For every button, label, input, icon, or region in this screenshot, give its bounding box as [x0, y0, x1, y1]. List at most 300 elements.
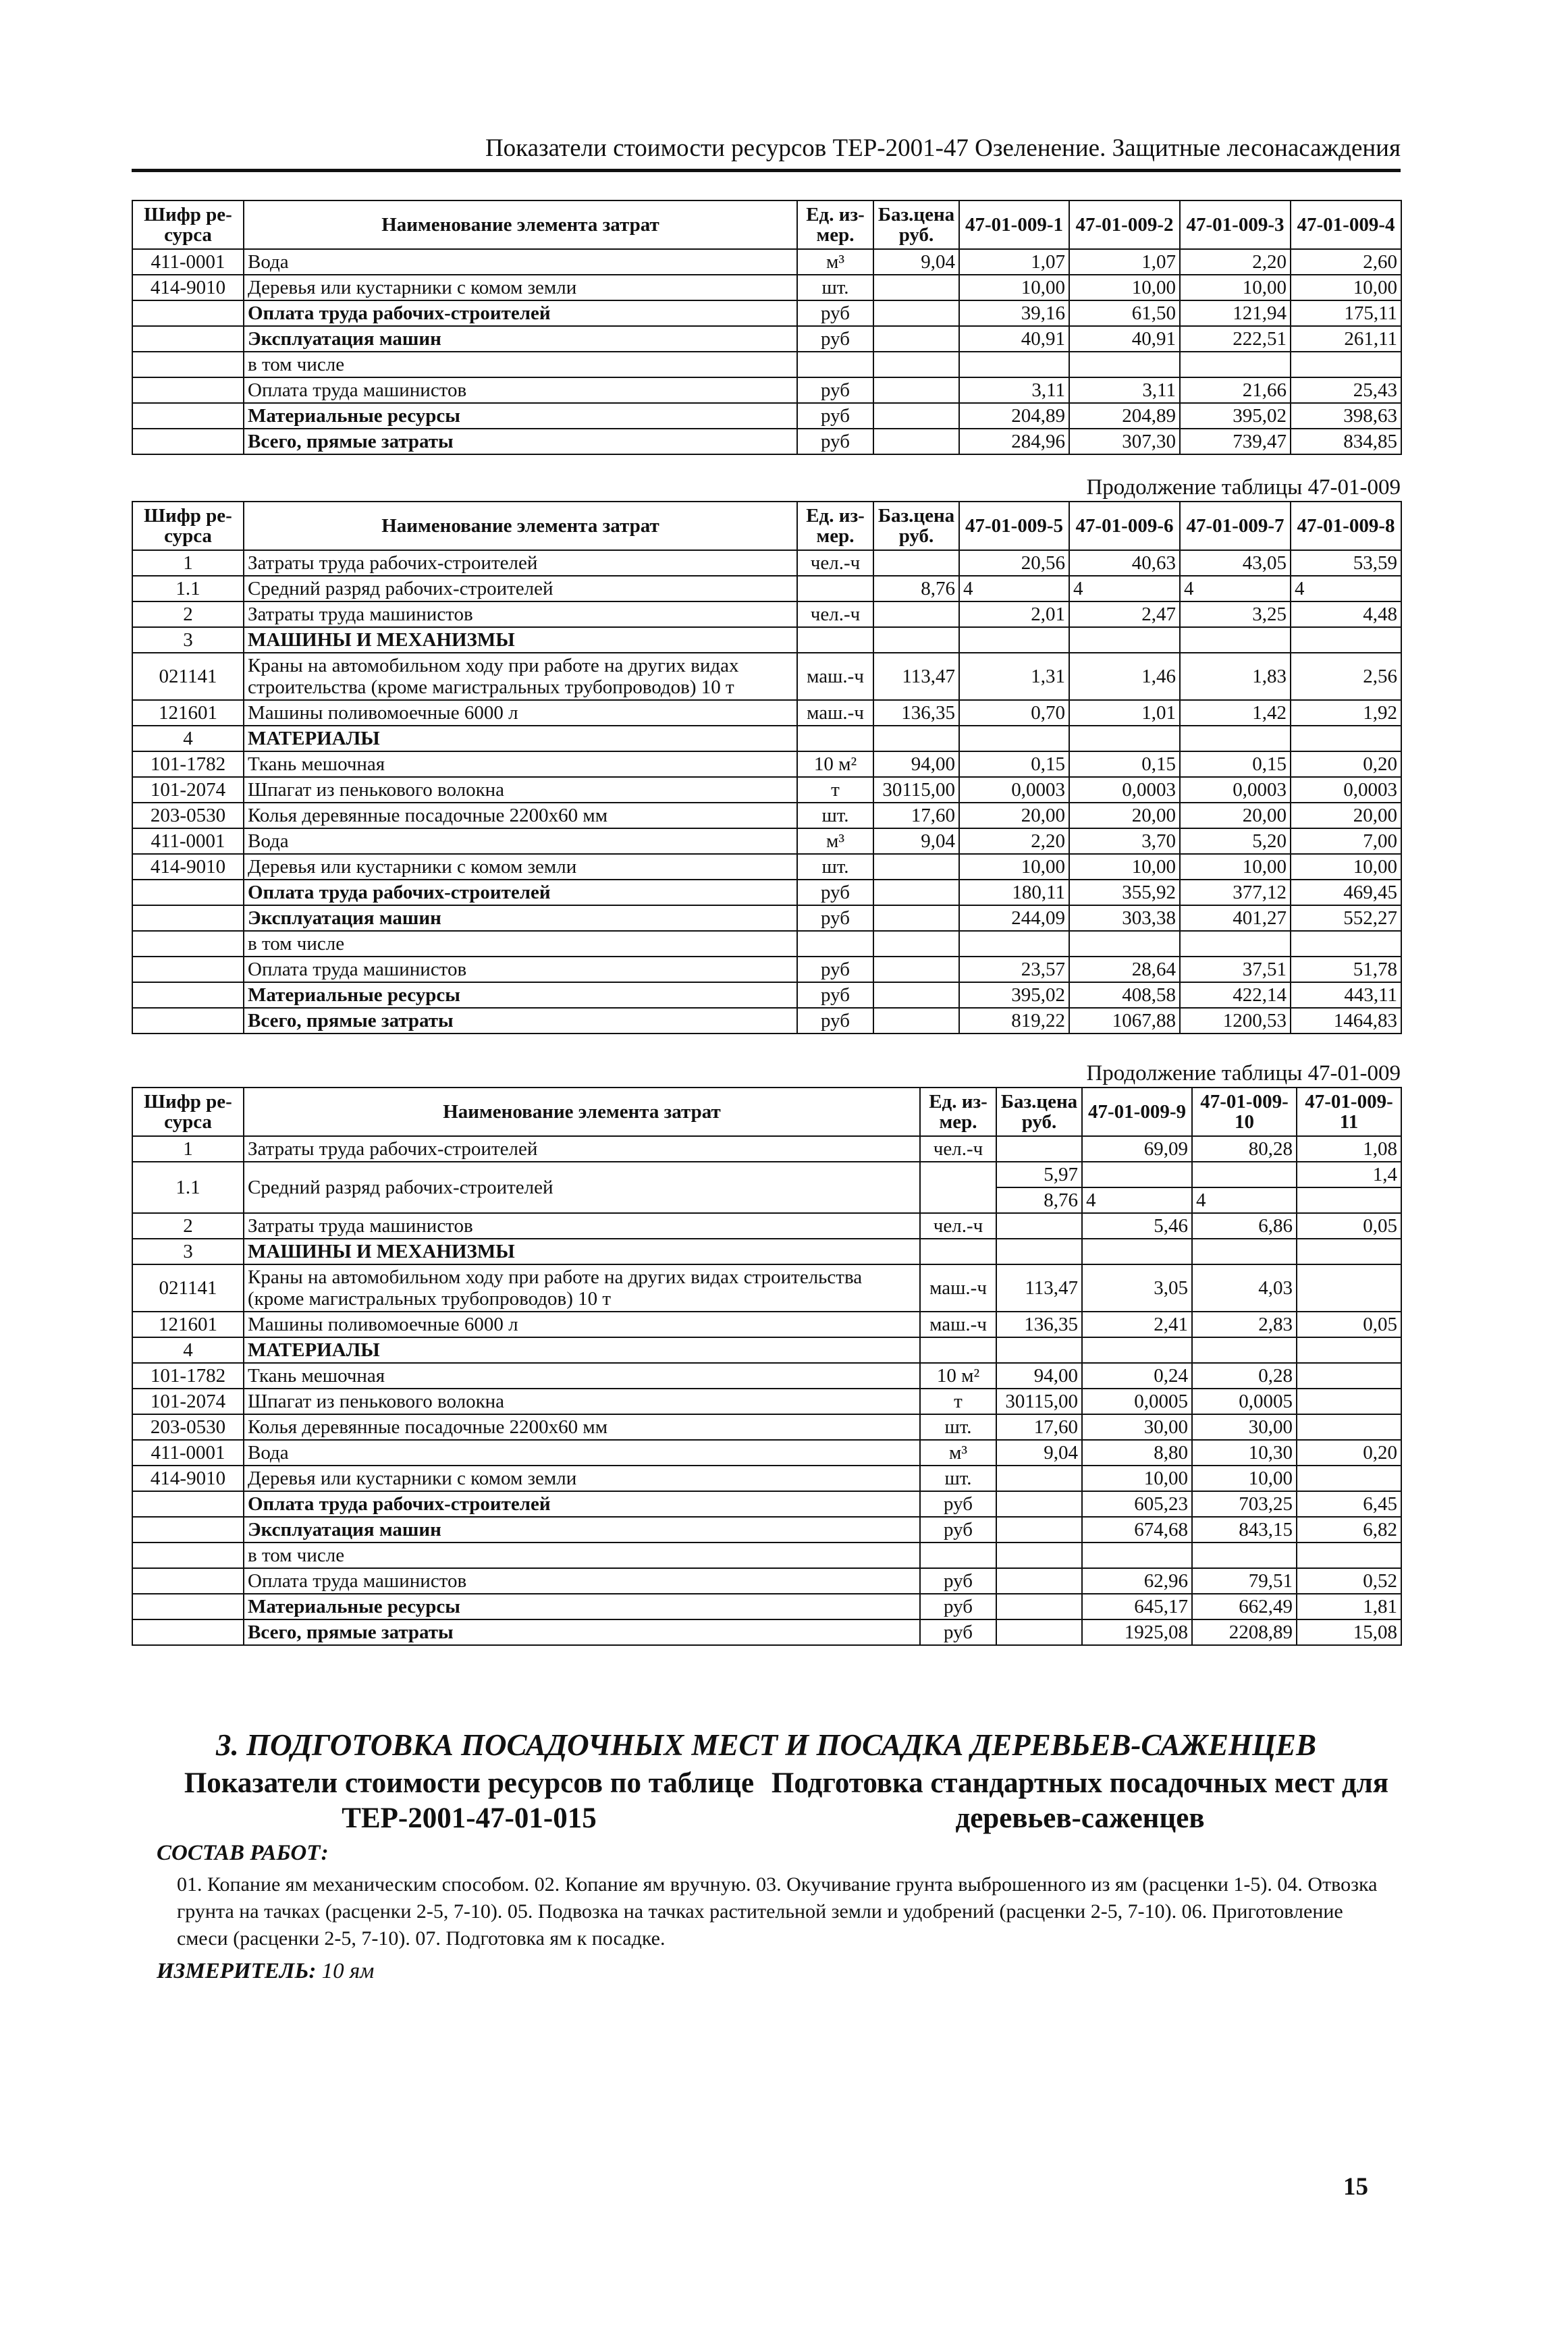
base-price: 8,76	[873, 576, 959, 601]
column-header: 47-01-009-7	[1180, 502, 1291, 550]
norm-value: 4	[1291, 576, 1401, 601]
unit-of-measure: т	[797, 777, 873, 803]
column-header: Ед. из-мер.	[920, 1088, 996, 1136]
unit-of-measure: маш.-ч	[920, 1312, 996, 1337]
unit-of-measure	[797, 627, 873, 653]
norm-value: 1,42	[1180, 700, 1291, 726]
norm-value	[1297, 1337, 1401, 1363]
norm-value: 37,51	[1180, 957, 1291, 982]
resource-code	[132, 931, 244, 957]
table-row	[132, 653, 1401, 700]
base-price	[996, 1594, 1082, 1619]
norm-value: 2,20	[959, 828, 1069, 854]
table-row	[132, 777, 1401, 803]
resource-code	[132, 982, 244, 1008]
unit-of-measure: руб	[797, 300, 873, 326]
resource-code: 3	[132, 1239, 244, 1264]
norm-value: 1,83	[1180, 653, 1291, 700]
norm-value: 204,89	[959, 403, 1069, 429]
cost-element-name: Средний разряд рабочих-строителей	[244, 1162, 920, 1213]
norm-value: 552,27	[1291, 905, 1401, 931]
norm-value: 10,00	[1069, 275, 1180, 300]
base-price	[996, 1239, 1082, 1264]
table-header	[132, 1088, 1401, 1136]
cost-element-name: Вода	[244, 1440, 920, 1466]
norm-value: 469,45	[1291, 880, 1401, 905]
norm-value: 6,82	[1297, 1517, 1401, 1543]
base-price	[996, 1543, 1082, 1568]
norm-value	[1297, 1187, 1401, 1213]
base-price	[873, 352, 959, 377]
norm-value: 10,00	[1180, 854, 1291, 880]
norm-value: 739,47	[1180, 429, 1291, 454]
unit-of-measure: маш.-ч	[920, 1264, 996, 1312]
base-price	[996, 1337, 1082, 1363]
base-price: 30115,00	[873, 777, 959, 803]
cost-element-name: Шпагат из пенькового волокна	[244, 777, 797, 803]
norm-value: 703,25	[1192, 1491, 1297, 1517]
norm-value: 4,48	[1291, 601, 1401, 627]
unit-of-measure	[920, 1162, 996, 1213]
works-description: 01. Копание ям механическим способом. 02. Копание ям вручную. 03. Окучивание грунта выброшенного из ям (расценки 1-5). 04. Отвозка грунта на тачках (расценки 2-5, 7-10). 05. Подвозка на тачках растительной земли и удобрений (расценки 2-5, 7-10). 06. Приготовление смеси (расценки 2-5, 7-10). 07. Подготовка ям к посадке.	[177, 1873, 1378, 1950]
unit-of-measure	[920, 1337, 996, 1363]
cost-element-name: Оплата труда рабочих-строителей	[244, 880, 797, 905]
norm-value: 25,43	[1291, 377, 1401, 403]
resource-code: 4	[132, 1337, 244, 1363]
table-row	[132, 1440, 1401, 1466]
unit-of-measure: шт.	[797, 854, 873, 880]
norm-value: 20,56	[959, 550, 1069, 576]
cost-element-name: Эксплуатация машин	[244, 1517, 920, 1543]
table-row	[132, 1239, 1401, 1264]
table-row	[132, 880, 1401, 905]
running-header: Показатели стоимости ресурсов ТЕР-2001-47 Озеленение. Защитные лесонасаждения	[485, 134, 1401, 162]
cost-element-name: Вода	[244, 828, 797, 854]
base-price: 9,04	[873, 828, 959, 854]
cost-element-name: в том числе	[244, 352, 797, 377]
base-price	[873, 982, 959, 1008]
resource-code: 021141	[132, 1264, 244, 1312]
norm-value: 80,28	[1192, 1136, 1297, 1162]
table-row	[132, 700, 1401, 726]
norm-value: 4	[1069, 576, 1180, 601]
norm-value: 401,27	[1180, 905, 1291, 931]
norm-value: 1925,08	[1082, 1619, 1192, 1645]
meter-label: ИЗМЕРИТЕЛЬ:	[157, 1959, 317, 1983]
table-row	[132, 1466, 1401, 1491]
indicators-table-ref: Показатели стоимости ресурсов по таблице ТЕР-2001-47-01-015	[184, 1767, 755, 1834]
table-row	[132, 1264, 1401, 1312]
resource-code	[132, 1543, 244, 1568]
table-row	[132, 828, 1401, 854]
cost-element-name: Затраты труда рабочих-строителей	[244, 550, 797, 576]
norm-value: 40,63	[1069, 550, 1180, 576]
base-price	[996, 1466, 1082, 1491]
norm-value: 204,89	[1069, 403, 1180, 429]
table-row	[132, 1414, 1401, 1440]
table-row	[132, 326, 1401, 352]
norm-value: 1200,53	[1180, 1008, 1291, 1034]
cost-element-name: Машины поливомоечные 6000 л	[244, 700, 797, 726]
unit-of-measure: руб	[797, 429, 873, 454]
norm-value: 0,0003	[1069, 777, 1180, 803]
resource-code	[132, 1491, 244, 1517]
base-price	[996, 1213, 1082, 1239]
norm-value: 2208,89	[1192, 1619, 1297, 1645]
norm-value: 261,11	[1291, 326, 1401, 352]
norm-value: 377,12	[1180, 880, 1291, 905]
norm-value	[1082, 1162, 1192, 1187]
norm-value: 0,15	[959, 751, 1069, 777]
cost-element-name: Оплата труда рабочих-строителей	[244, 1491, 920, 1517]
resource-code: 411-0001	[132, 828, 244, 854]
norm-value: 2,01	[959, 601, 1069, 627]
resource-code	[132, 300, 244, 326]
norm-value: 1,4	[1297, 1162, 1401, 1187]
base-price: 30115,00	[996, 1389, 1082, 1414]
column-header: 47-01-009-10	[1192, 1088, 1297, 1136]
norm-value	[1069, 726, 1180, 751]
norm-value	[1082, 1239, 1192, 1264]
norm-value: 62,96	[1082, 1568, 1192, 1594]
base-price: 9,04	[873, 249, 959, 275]
norm-value	[1297, 1239, 1401, 1264]
unit-of-measure: чел.-ч	[920, 1213, 996, 1239]
cost-element-name: Шпагат из пенькового волокна	[244, 1389, 920, 1414]
cost-element-name: Материальные ресурсы	[244, 982, 797, 1008]
works-heading: СОСТАВ РАБОТ:	[157, 1841, 329, 1865]
norm-value: 40,91	[959, 326, 1069, 352]
norm-value: 355,92	[1069, 880, 1180, 905]
base-price	[873, 275, 959, 300]
table-row	[132, 1213, 1401, 1239]
base-price	[873, 403, 959, 429]
page-number: 15	[1343, 2173, 1368, 2201]
resource-code: 411-0001	[132, 249, 244, 275]
resource-code	[132, 1568, 244, 1594]
section-title: 3. ПОДГОТОВКА ПОСАДОЧНЫХ МЕСТ И ПОСАДКА ДЕРЕВЬЕВ-САЖЕНЦЕВ	[216, 1728, 1316, 1762]
cost-table-1	[132, 200, 1402, 455]
base-price: 136,35	[873, 700, 959, 726]
resource-code: 101-2074	[132, 777, 244, 803]
norm-value: 395,02	[1180, 403, 1291, 429]
cost-element-name: Колья деревянные посадочные 2200х60 мм	[244, 803, 797, 828]
norm-value: 15,08	[1297, 1619, 1401, 1645]
base-price	[873, 326, 959, 352]
resource-code: 1.1	[132, 576, 244, 601]
norm-value: 2,83	[1192, 1312, 1297, 1337]
norm-value: 3,11	[1069, 377, 1180, 403]
resource-code: 2	[132, 601, 244, 627]
norm-value: 284,96	[959, 429, 1069, 454]
norm-value: 10,00	[1291, 854, 1401, 880]
norm-value: 222,51	[1180, 326, 1291, 352]
base-price: 113,47	[873, 653, 959, 700]
norm-value: 40,91	[1069, 326, 1180, 352]
norm-value	[1180, 627, 1291, 653]
column-header: Баз.цена руб.	[996, 1088, 1082, 1136]
base-price: 136,35	[996, 1312, 1082, 1337]
resource-code: 414-9010	[132, 854, 244, 880]
norm-value: 0,0003	[1180, 777, 1291, 803]
resource-code	[132, 1517, 244, 1543]
norm-value: 20,00	[959, 803, 1069, 828]
norm-value: 1,92	[1291, 700, 1401, 726]
column-header: 47-01-009-1	[959, 200, 1069, 249]
unit-of-measure: руб	[797, 880, 873, 905]
norm-value: 10,00	[1082, 1466, 1192, 1491]
resource-code	[132, 1619, 244, 1645]
resource-code: 414-9010	[132, 275, 244, 300]
norm-value	[1291, 931, 1401, 957]
norm-value: 0,52	[1297, 1568, 1401, 1594]
unit-of-measure: руб	[920, 1568, 996, 1594]
norm-value: 0,0003	[959, 777, 1069, 803]
norm-value: 0,70	[959, 700, 1069, 726]
table-row	[132, 377, 1401, 403]
cost-element-name: Всего, прямые затраты	[244, 1008, 797, 1034]
resource-code: 4	[132, 726, 244, 751]
unit-of-measure: руб	[920, 1594, 996, 1619]
norm-value	[1180, 352, 1291, 377]
norm-value: 1,07	[1069, 249, 1180, 275]
table-header	[132, 200, 1401, 249]
norm-value	[1069, 931, 1180, 957]
norm-value	[1297, 1466, 1401, 1491]
resource-code	[132, 429, 244, 454]
table-row	[132, 1491, 1401, 1517]
norm-value: 61,50	[1069, 300, 1180, 326]
column-header: 47-01-009-9	[1082, 1088, 1192, 1136]
table-continuation-caption: Продолжение таблицы 47-01-009	[1086, 475, 1401, 500]
norm-value: 244,09	[959, 905, 1069, 931]
column-header: 47-01-009-8	[1291, 502, 1401, 550]
norm-value: 5,20	[1180, 828, 1291, 854]
norm-value: 10,00	[959, 854, 1069, 880]
norm-value	[1192, 1239, 1297, 1264]
table-continuation-caption: Продолжение таблицы 47-01-009	[1086, 1061, 1401, 1085]
meter-line	[157, 1958, 374, 1985]
norm-value: 307,30	[1069, 429, 1180, 454]
table-row	[132, 931, 1401, 957]
resource-code: 101-2074	[132, 1389, 244, 1414]
table-row	[132, 352, 1401, 377]
norm-value: 79,51	[1192, 1568, 1297, 1594]
norm-value: 21,66	[1180, 377, 1291, 403]
norm-value: 605,23	[1082, 1491, 1192, 1517]
norm-value	[1180, 726, 1291, 751]
norm-value: 3,05	[1082, 1264, 1192, 1312]
unit-of-measure	[920, 1543, 996, 1568]
norm-value	[1297, 1264, 1401, 1312]
norm-value: 6,86	[1192, 1213, 1297, 1239]
norm-value: 395,02	[959, 982, 1069, 1008]
norm-value	[1069, 627, 1180, 653]
base-price: 113,47	[996, 1264, 1082, 1312]
norm-value: 0,0005	[1192, 1389, 1297, 1414]
table-row	[132, 550, 1401, 576]
cost-element-name: Оплата труда рабочих-строителей	[244, 300, 797, 326]
cost-element-name: МАШИНЫ И МЕХАНИЗМЫ	[244, 1239, 920, 1264]
norm-value: 4	[1082, 1187, 1192, 1213]
resource-code	[132, 403, 244, 429]
norm-value: 6,45	[1297, 1491, 1401, 1517]
header-row	[132, 200, 1401, 249]
cost-element-name: МАТЕРИАЛЫ	[244, 726, 797, 751]
unit-of-measure: чел.-ч	[797, 601, 873, 627]
table-row	[132, 1162, 1401, 1187]
unit-of-measure: шт.	[920, 1414, 996, 1440]
cost-element-name: Краны на автомобильном ходу при работе на других видах строительства (кроме магистральных трубопроводов) 10 т	[244, 1264, 920, 1312]
norm-value	[959, 931, 1069, 957]
table-row	[132, 1594, 1401, 1619]
column-header: 47-01-009-11	[1297, 1088, 1401, 1136]
resource-code: 1.1	[132, 1162, 244, 1213]
cost-element-name: Средний разряд рабочих-строителей	[244, 576, 797, 601]
norm-value: 28,64	[1069, 957, 1180, 982]
table-row	[132, 576, 1401, 601]
base-price	[873, 627, 959, 653]
norm-value: 180,11	[959, 880, 1069, 905]
unit-of-measure	[797, 931, 873, 957]
base-price: 8,76	[996, 1187, 1082, 1213]
base-price	[996, 1517, 1082, 1543]
table-row	[132, 957, 1401, 982]
cost-table-3	[132, 1087, 1402, 1646]
column-header: Ед. из-мер.	[797, 502, 873, 550]
table-row	[132, 751, 1401, 777]
cost-element-name: Затраты труда машинистов	[244, 601, 797, 627]
table-body	[132, 249, 1401, 454]
norm-value: 398,63	[1291, 403, 1401, 429]
table-body	[132, 1136, 1401, 1645]
table-row	[132, 249, 1401, 275]
resource-code	[132, 326, 244, 352]
cost-element-name: Затраты труда машинистов	[244, 1213, 920, 1239]
resource-code: 121601	[132, 700, 244, 726]
column-header: 47-01-009-2	[1069, 200, 1180, 249]
cost-element-name: Материальные ресурсы	[244, 403, 797, 429]
table-row	[132, 403, 1401, 429]
table-row	[132, 726, 1401, 751]
norm-value: 10,00	[1291, 275, 1401, 300]
norm-value: 834,85	[1291, 429, 1401, 454]
base-price: 17,60	[873, 803, 959, 828]
norm-value: 2,41	[1082, 1312, 1192, 1337]
cost-element-name: в том числе	[244, 1543, 920, 1568]
norm-value	[1192, 1337, 1297, 1363]
unit-of-measure	[920, 1239, 996, 1264]
table-row	[132, 1619, 1401, 1645]
norm-value: 0,28	[1192, 1363, 1297, 1389]
column-header: Ед. из-мер.	[797, 200, 873, 249]
base-price	[996, 1136, 1082, 1162]
norm-value: 2,47	[1069, 601, 1180, 627]
table-header	[132, 502, 1401, 550]
unit-of-measure	[797, 352, 873, 377]
unit-of-measure: маш.-ч	[797, 653, 873, 700]
norm-value: 1,46	[1069, 653, 1180, 700]
norm-value	[1297, 1414, 1401, 1440]
norm-value: 69,09	[1082, 1136, 1192, 1162]
table-row	[132, 982, 1401, 1008]
norm-value: 1464,83	[1291, 1008, 1401, 1034]
norm-value: 51,78	[1291, 957, 1401, 982]
table-row	[132, 1568, 1401, 1594]
resource-code: 1	[132, 1136, 244, 1162]
norm-value: 3,25	[1180, 601, 1291, 627]
base-price	[996, 1491, 1082, 1517]
cost-element-name: Эксплуатация машин	[244, 905, 797, 931]
norm-value: 0,15	[1180, 751, 1291, 777]
norm-value: 4	[1192, 1187, 1297, 1213]
cost-element-name: Оплата труда машинистов	[244, 1568, 920, 1594]
resource-code: 1	[132, 550, 244, 576]
norm-value: 645,17	[1082, 1594, 1192, 1619]
norm-value: 30,00	[1192, 1414, 1297, 1440]
norm-value	[1192, 1162, 1297, 1187]
unit-of-measure: шт.	[797, 275, 873, 300]
norm-value: 2,20	[1180, 249, 1291, 275]
unit-of-measure: руб	[797, 905, 873, 931]
column-header: 47-01-009-6	[1069, 502, 1180, 550]
cost-element-name: Всего, прямые затраты	[244, 1619, 920, 1645]
norm-value: 0,0005	[1082, 1389, 1192, 1414]
base-price: 9,04	[996, 1440, 1082, 1466]
unit-of-measure: руб	[797, 326, 873, 352]
table-row	[132, 1008, 1401, 1034]
norm-value	[959, 726, 1069, 751]
cost-table-2	[132, 501, 1402, 1034]
norm-value: 20,00	[1069, 803, 1180, 828]
column-header: Шифр ре-сурса	[132, 200, 244, 249]
norm-value: 175,11	[1291, 300, 1401, 326]
unit-of-measure: м³	[920, 1440, 996, 1466]
unit-of-measure: руб	[920, 1619, 996, 1645]
unit-of-measure: руб	[920, 1517, 996, 1543]
resource-code: 203-0530	[132, 1414, 244, 1440]
norm-value: 4	[959, 576, 1069, 601]
cost-element-name: МАТЕРИАЛЫ	[244, 1337, 920, 1363]
base-price	[873, 880, 959, 905]
unit-of-measure: м³	[797, 249, 873, 275]
resource-code	[132, 1008, 244, 1034]
resource-code: 021141	[132, 653, 244, 700]
cost-element-name: Деревья или кустарники с комом земли	[244, 854, 797, 880]
norm-value: 2,60	[1291, 249, 1401, 275]
indicators-table-title: Подготовка стандартных посадочных мест для деревьев-саженцев	[771, 1767, 1389, 1834]
unit-of-measure: руб	[920, 1491, 996, 1517]
unit-of-measure: чел.-ч	[797, 550, 873, 576]
norm-value: 0,15	[1069, 751, 1180, 777]
table-row	[132, 1312, 1401, 1337]
table-body	[132, 550, 1401, 1034]
norm-value: 843,15	[1192, 1517, 1297, 1543]
resource-code	[132, 957, 244, 982]
norm-value	[1297, 1543, 1401, 1568]
cost-element-name: Затраты труда рабочих-строителей	[244, 1136, 920, 1162]
norm-value: 43,05	[1180, 550, 1291, 576]
unit-of-measure: руб	[797, 982, 873, 1008]
unit-of-measure: шт.	[920, 1466, 996, 1491]
unit-of-measure	[797, 726, 873, 751]
meter-value: 10 ям	[321, 1959, 375, 1983]
base-price	[873, 550, 959, 576]
unit-of-measure: шт.	[797, 803, 873, 828]
norm-value: 53,59	[1291, 550, 1401, 576]
norm-value	[1291, 352, 1401, 377]
cost-element-name: Всего, прямые затраты	[244, 429, 797, 454]
